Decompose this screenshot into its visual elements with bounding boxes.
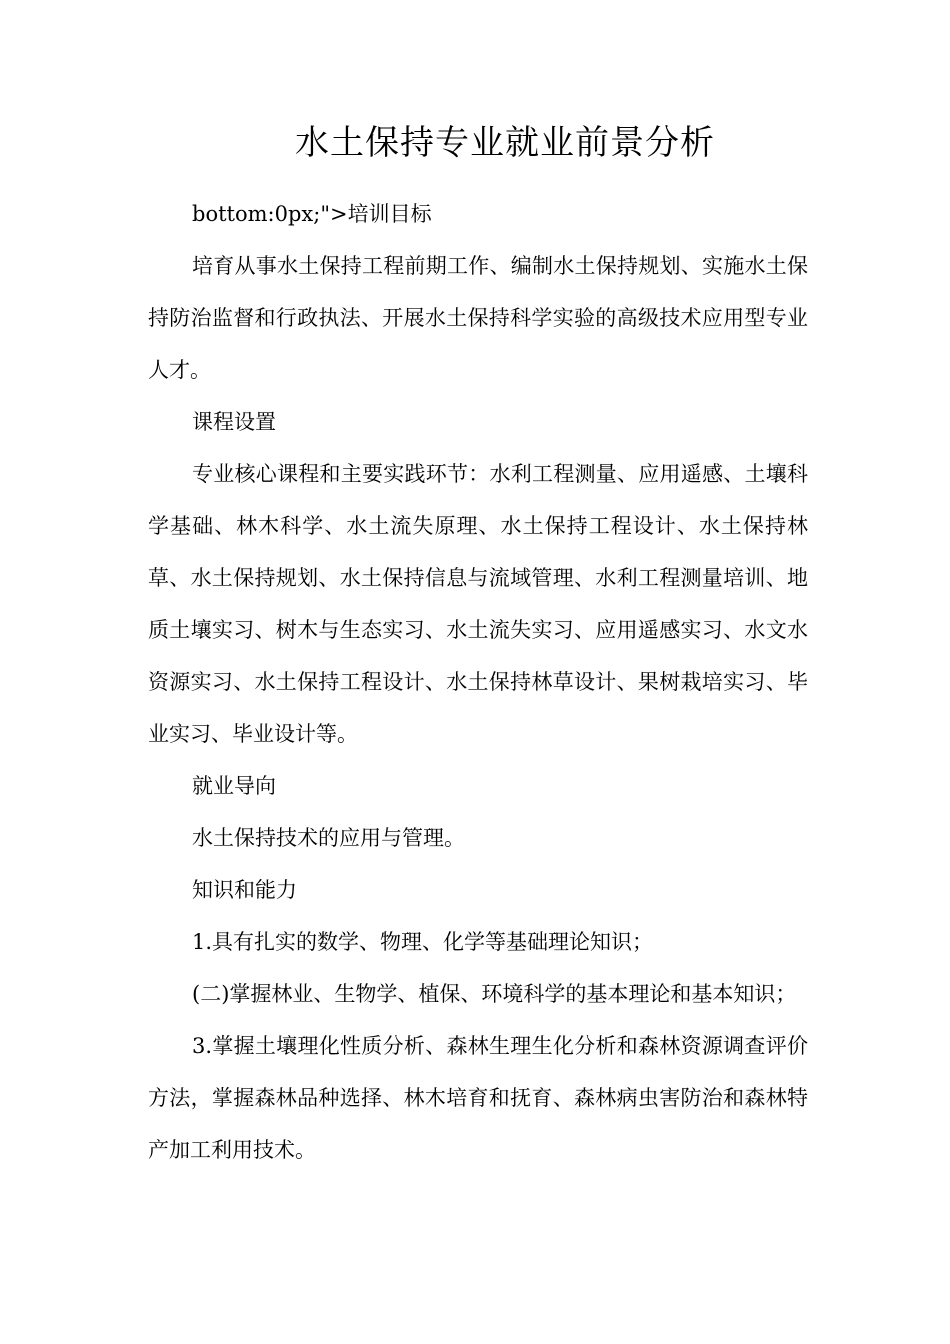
paragraph-curriculum: 专业核心课程和主要实践环节：水利工程测量、应用遥感、土壤科学基础、林木科学、水土流失原理、水土保持工程设计、水土保持林草、水土保持规划、水土保持信息与流域管理、水利工程测量培训、地质土壤实习、树木与生态实习、水土流失实习、应用遥感实习、水文水资源实习、水土保持工程设计、水土保持林草设计、果树栽培实习、毕业实习、毕业设计等。 <box>148 462 808 746</box>
paragraph-knowledge-2: (二)掌握林业、生物学、植保、环境科学的基本理论和基本知识； <box>192 982 797 1006</box>
paragraph-training-goal-heading: bottom:0px;">培训目标 <box>192 202 432 226</box>
document-body <box>148 188 808 1176</box>
paragraph-employment-heading: 就业导向 <box>192 774 276 798</box>
paragraph-training-goal: 培育从事水土保持工程前期工作、编制水土保持规划、实施水土保持防治监督和行政执法、开展水土保持科学实验的高级技术应用型专业人才。 <box>148 254 808 382</box>
document-title: 水土保持专业就业前景分析 <box>295 123 715 163</box>
paragraph-curriculum-heading: 课程设置 <box>192 410 276 434</box>
paragraph-employment: 水土保持技术的应用与管理。 <box>192 826 465 850</box>
paragraph-knowledge-1: 1.具有扎实的数学、物理、化学等基础理论知识； <box>192 930 654 954</box>
paragraph-knowledge-heading: 知识和能力 <box>192 878 297 902</box>
paragraph-knowledge-3: 3.掌握土壤理化性质分析、森林生理生化分析和森林资源调查评价方法，掌握森林品种选择、林木培育和抚育、森林病虫害防治和森林特产加工利用技术。 <box>148 1034 808 1162</box>
